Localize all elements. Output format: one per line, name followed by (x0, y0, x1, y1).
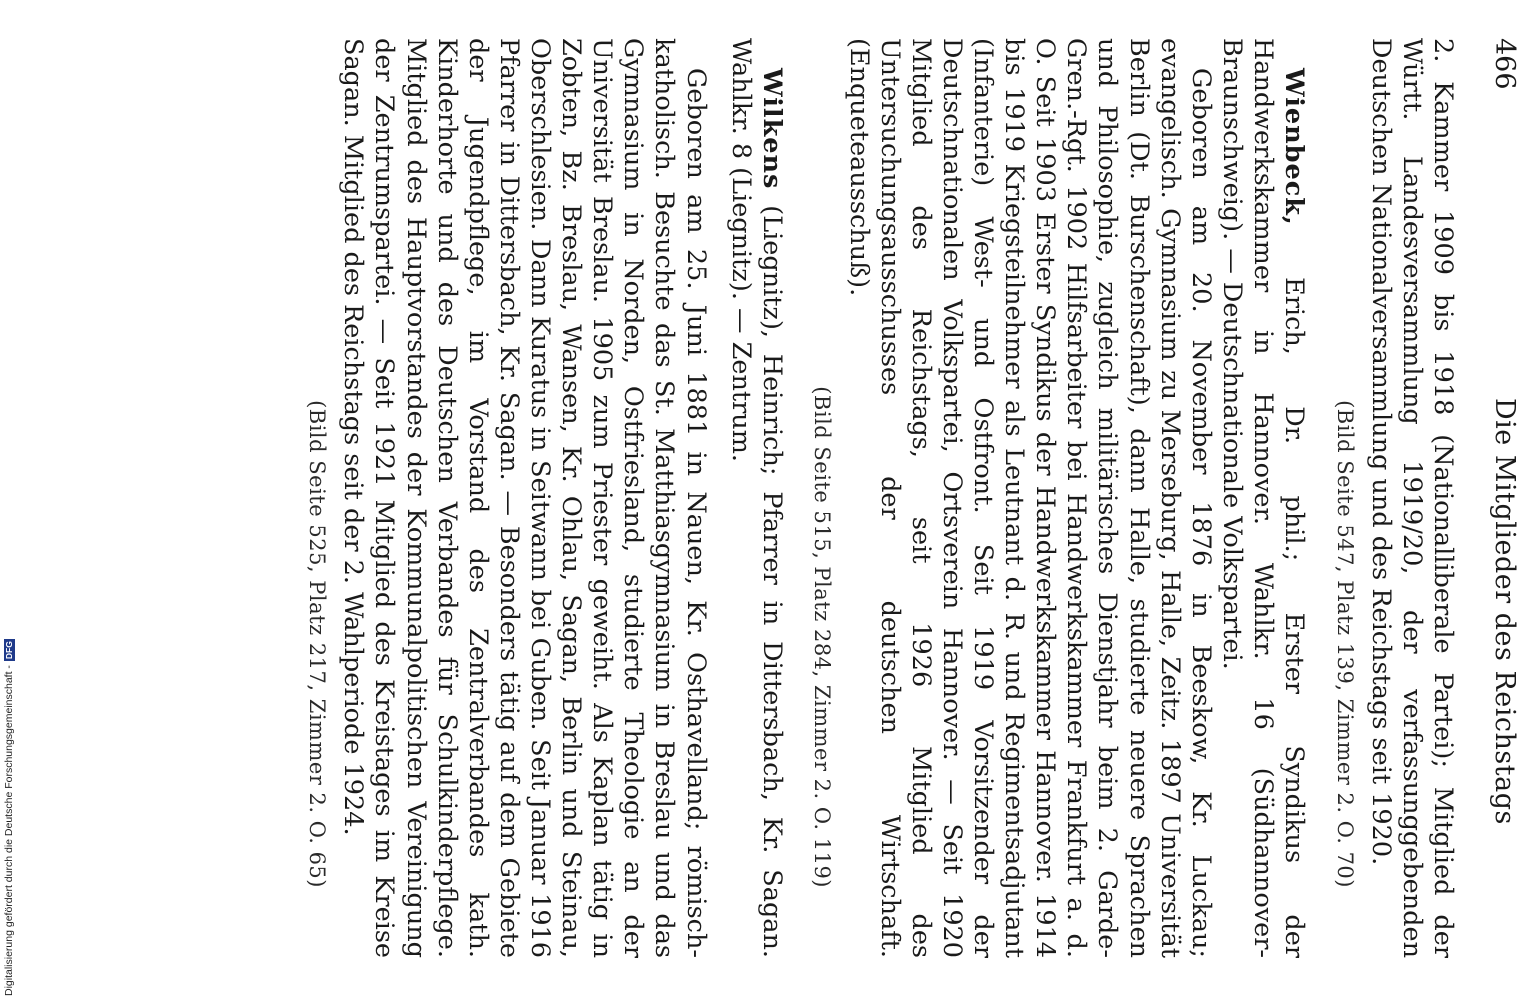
page-number: 466 (1489, 38, 1520, 90)
entry-heading (725, 38, 787, 958)
entry-intro: Erich, Dr. phil.; Erster Syndikus der Handwerkskammer in Hannover. Wahlkr. 16 (Südhannover-Braunschweig). — Deutschnationale Volkspartei. (1216, 38, 1310, 958)
entry-reference: (Bild Seite 515, Platz 284, Zimmer 2. O. 119) (810, 386, 835, 888)
biography-entry-wienbeck (809, 38, 1309, 958)
entry-reference: (Bild Seite 525, Platz 217, Zimmer 2. O. 65) (305, 400, 330, 888)
rotated-page (80, 38, 1520, 958)
entry-heading (1216, 38, 1309, 958)
entry-intro: (Liegnitz), Heinrich; Pfarrer in Dittersbach, Kr. Sagan. Wahlkr. 8 (Liegnitz). — Zentrum. (725, 38, 787, 958)
running-title: Die Mitglieder des Reichstags (1489, 398, 1520, 825)
continuation-text: 2. Kammer 1909 bis 1918 (Nationalliberale Partei); Mitglied der Württ. Landesversammlung 1919/20, der verfassunggebenden Deutschen Nationalversammlung und des Reichstags seit 1920. (1365, 38, 1458, 958)
entry-biography: Geboren am 25. Juni 1881 in Nauen, Kr. Osthavelland; römisch-katholisch. Besuchte das St. Matthiasgymnasium in Breslau und das Gymnasium in Norden, Ostfriesland, studierte Theologie an der Universität Breslau. 1905 zum Priester geweiht. Als Kaplan tätig in Zobten, Bz. Breslau, Wansen, Kr. Ohlau, Sagan, Berlin und Steinau, Oberschlesien. Dann Kuratus in Seitwann bei Guben. Seit Januar 1916 Pfarrer in Dittersbach, Kr. Sagan. — Besonders tätig auf dem Gebiete der Jugendpflege, im Vorstand des Zentralverbandes kath. Kinderhorte und des Deutschen Verbandes für Schulkinderpflege. Mitglied des Hauptvorstandes der Kommunalpolitischen Vereinigung der Zentrumspartei. — Seit 1921 Mitglied des Kreistages im Kreise Sagan. Mitglied des Reichstags seit der 2. Wahlperiode 1924. (338, 38, 711, 958)
page-header (1480, 38, 1520, 958)
entry-name: Wienbeck, (1279, 68, 1310, 226)
dfg-logo: DFG (3, 641, 14, 660)
digitization-credit (2, 596, 16, 996)
continuation-reference: (Bild Seite 547, Platz 139, Zimmer 2. O. 70) (1332, 400, 1357, 888)
entry-name: Wilkens (756, 68, 787, 190)
biography-entry-wilkens (304, 38, 787, 958)
credit-text: Digitalisierung gefördert durch die Deutsche Forschungsgemeinschaft - (3, 665, 15, 996)
continuation-block (1331, 38, 1458, 958)
entry-biography: Geboren am 20. November 1876 in Beeskow, Kr. Luckau; evangelisch. Gymnasium zu Merseburg, Halle, Zeitz. 1897 Universität Berlin (Dt. Burschenschaft), dann Halle, studierte neuere Sprachen und Philosophie, zugleich militärisches Dienstjahr beim 2. Garde-Gren.-Rgt. 1902 Hilfsarbeiter bei Handwerkskammer Frankfurt a. d. O. Seit 1903 Erster Syndikus der Handwerkskammer Hannover. 1914 bis 1919 Kriegsteilnehmer als Leutnant d. R. und Regimentsadjutant (Infanterie) West- und Ostfront. Seit 1919 Vorsitzender der Deutschnationalen Volkspartei, Ortsverein Hannover. — Seit 1920 Mitglied des Reichstags, seit 1926 Mitglied des Untersuchungsausschusses der deutschen Wirtschaft. (Enqueteausschuß). (843, 38, 1216, 958)
